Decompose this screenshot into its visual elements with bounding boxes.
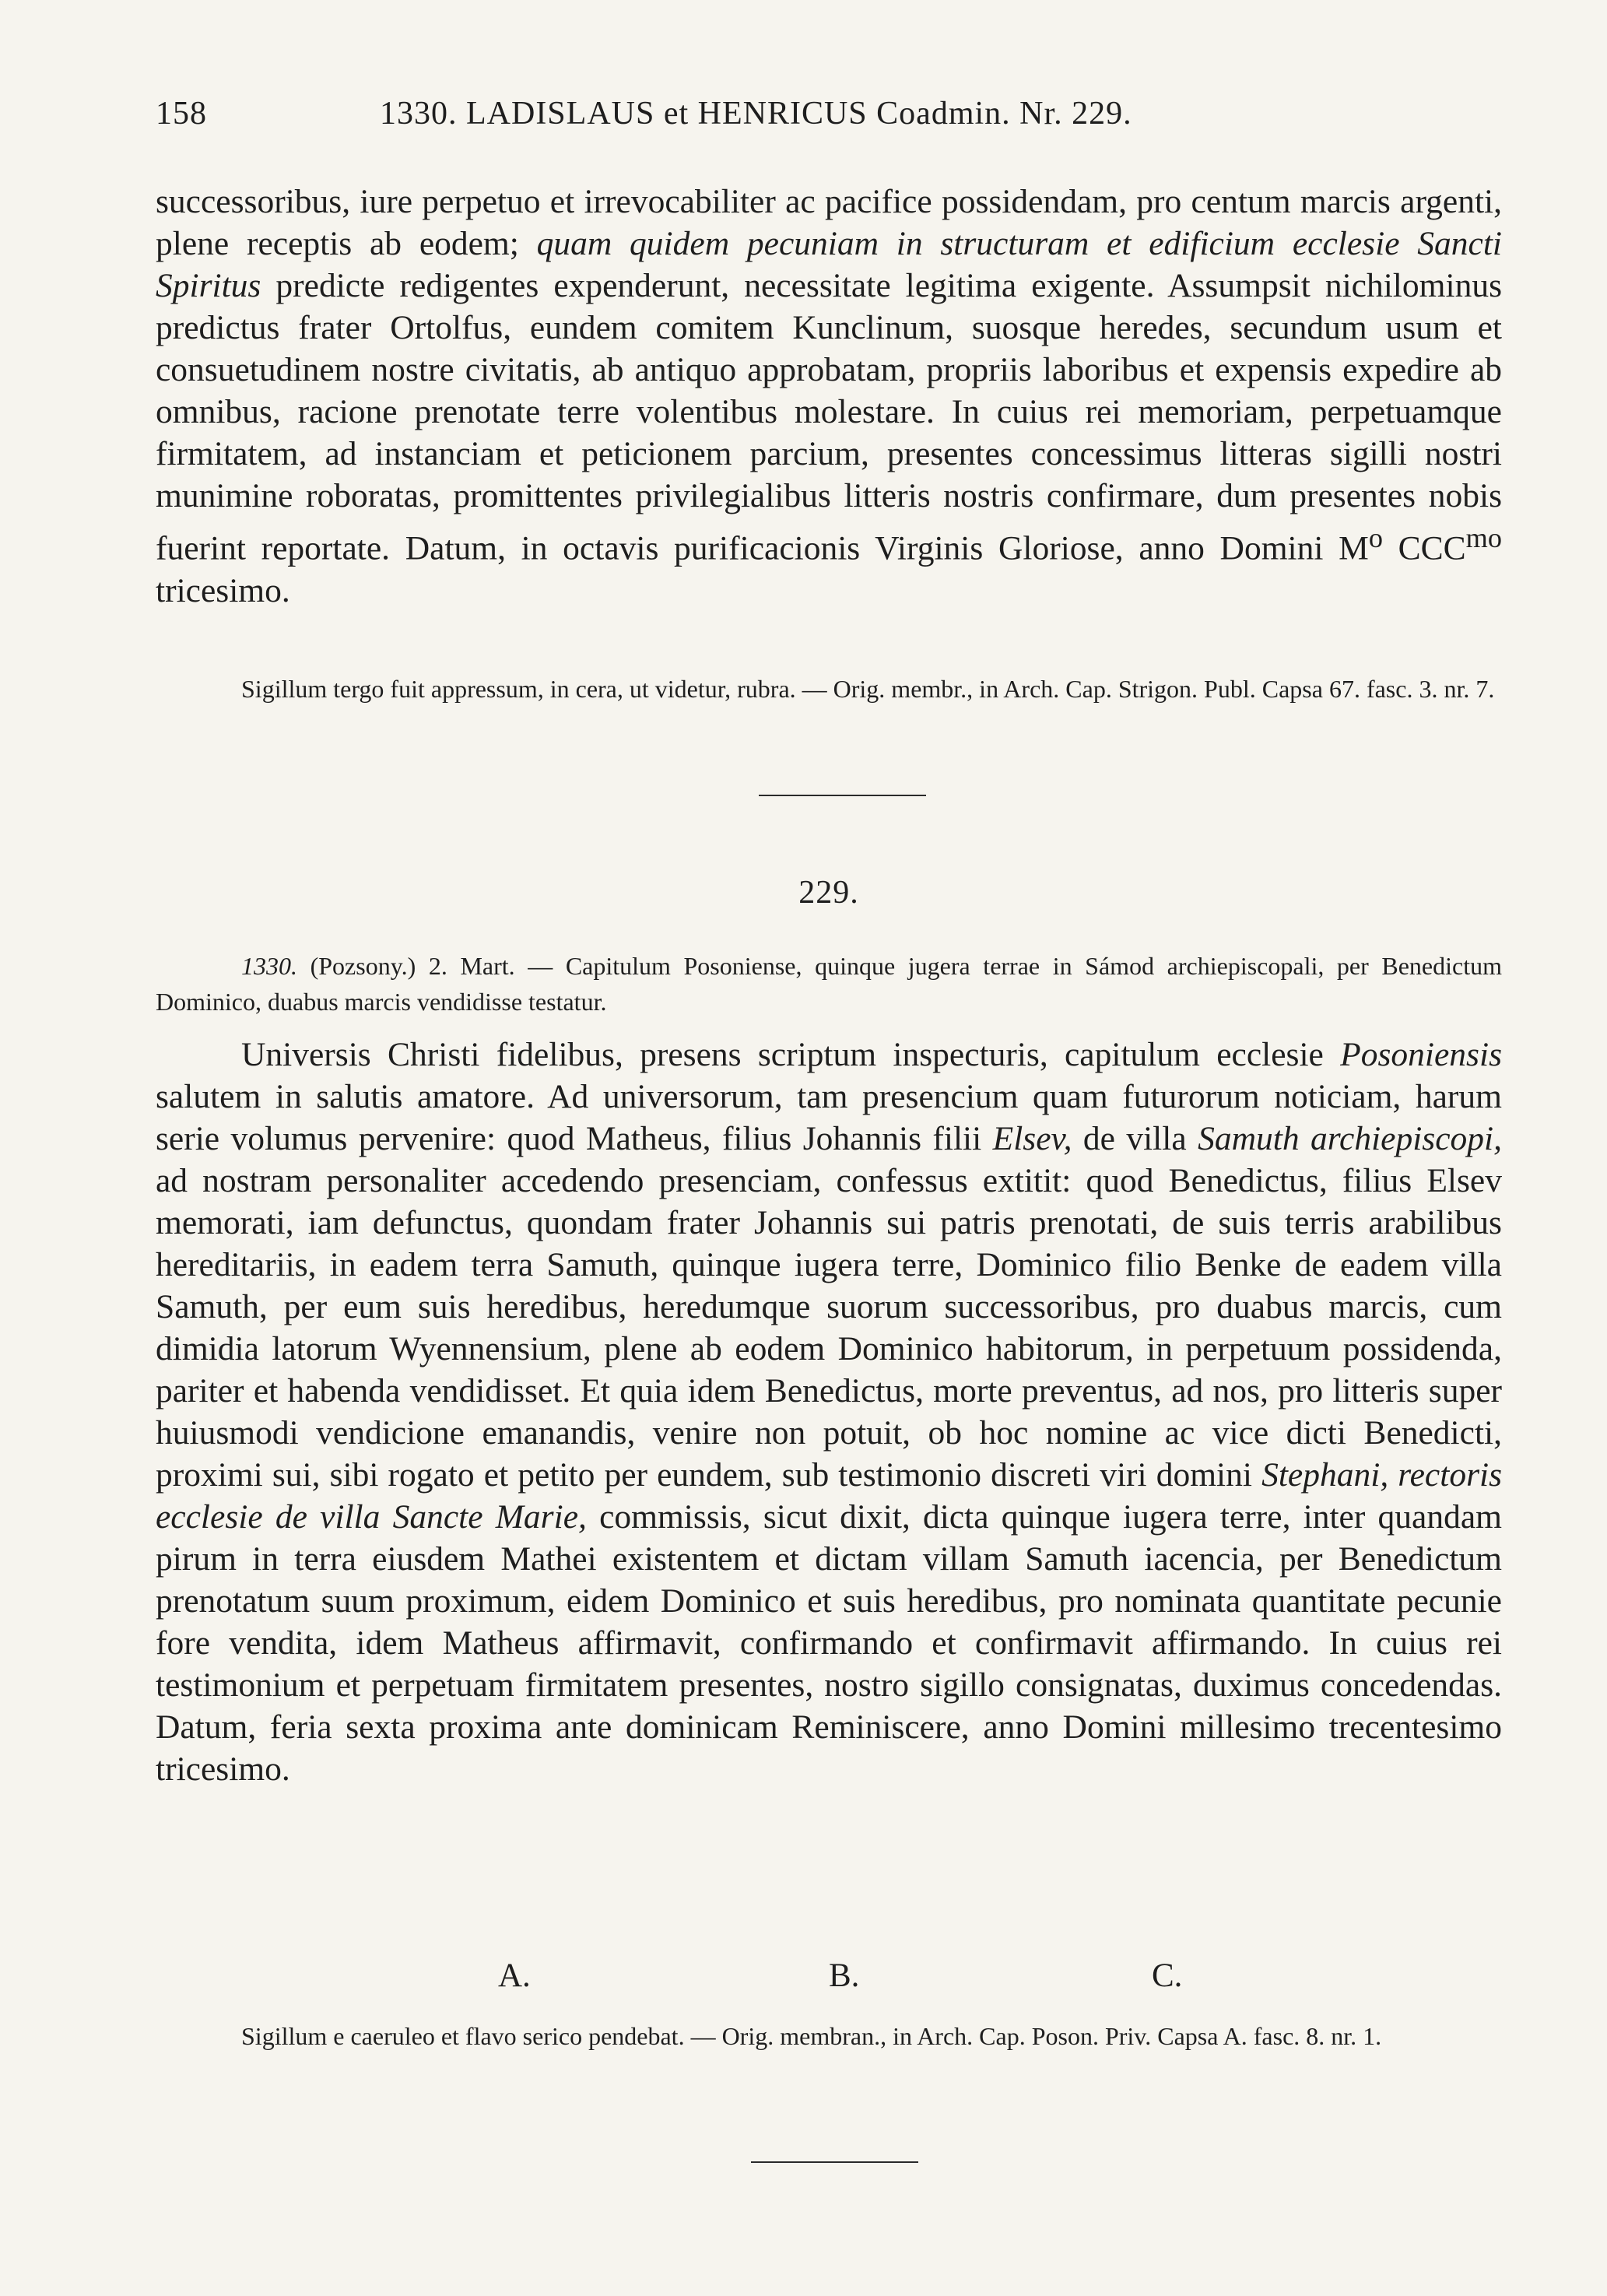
source-note-previous: Sigillum tergo fuit appressum, in cera, ut videtur, rubra. — Orig. membr., in Arch. Cap. Strigon. Publ. Capsa 67. fasc. 3. nr. 7. [241, 675, 1495, 703]
regest-summary: 1330. (Pozsony.) 2. Mart. — Capitulum Posoniense, quinque jugera terrae in Sámod archiepiscopali, per Benedictum Dominico, duabus marcis vendidisse testatur. [156, 952, 1502, 1016]
charter-body: Universis Christi fidelibus, presens scriptum inspecturis, capitulum ecclesie Posoniensis salutem in salutis amatore. Ad universorum, tam presencium quam futurorum noticiam, harum serie volumus pervenire: quod Matheus, filius Johannis filii Elsev, de villa Samuth archiepiscopi, ad nostram personaliter accedendo presenciam, confessus extitit: quod Benedictus, filius Elsev memorati, iam defunctus, quondam frater Johannis sui patris prenotati, de suis terris arabilibus hereditariis, in eadem terra Samuth, quinque iugera terre, Dominico filio Benke de eadem villa Samuth, per eum suis heredibus, heredumque suorum successoribus, pro duabus marcis, cum dimidia latorum Wyennensium, plene ab eodem Dominico habitorum, in perpetuum possidenda, pariter et habenda vendidisset. Et quia idem Benedictus, morte preventus, ad nos, pro litteris super huiusmodi vendicione emanandis, venire non potuit, ob hoc nomine ac vice dicti Benedicti, proximi sui, sibi rogato et petito per eundem, sub testimonio discreti viri domini Stephani, rectoris ecclesie de villa Sancte Marie, commissis, sicut dixit, dicta quinque iugera terre, inter quandam pirum in terra eiusdem Mathei existentem et dictam villam Samuth iacencia, per Benedictum prenotatum suum proximum, eidem Dominico et suis heredibus, pro nominata quantitate pecunie fore vendita, idem Matheus affirmavit, confirmando et confirmavit affirmando. In cuius rei testimonium et perpetuam firmitatem presentes, nostro sigillo consignatas, duximus concedendas. Datum, feria sexta proxima ante dominicam Reminiscere, anno Domini millesimo trecentesimo tricesimo. [156, 1036, 1503, 1788]
running-head [156, 95, 1502, 149]
regest-date: 1330. [241, 952, 297, 980]
running-title: 1330. LADISLAUS et HENRICUS Coadmin. Nr. 229. [380, 96, 1132, 132]
continued-charter-text: successoribus, iure perpetuo et irrevocabiliter ac pacifice possidendam, pro centum marcis argenti, plene receptis ab eodem; quam quidem pecuniam in structuram et edificium ecclesie Sancti Spiritus predicte redigentes expenderunt, necessitate legitima exigente. Assumpsit nichilominus predictus frater Ortolfus, eundem comitem Kunclinum, suosque heredes, secundum usum et consuetudinem nostre civitatis, ab antiquo approbatam, propriis laboribus et expensis expedire ab omnibus, racione prenotate terre volentibus molestare. In cuius rei memoriam, perpetuamque firmitatem, ad instanciam et peticionem parcium, presentes concessimus litteras sigilli nostri munimine roboratas, promittentes privilegialibus litteris nostris confirmare, dum presentes nobis fuerint reportate. Datum, in octavis purificacionis Virginis Gloriose, anno Domini $M^o$ $CCC^{mo}$ tricesimo. [156, 183, 1502, 609]
letter-b: B. [829, 1957, 860, 1994]
document-number: 229. [798, 875, 859, 911]
page-number: 158 [156, 96, 207, 132]
section-divider [759, 795, 926, 796]
letter-c: C. [1152, 1957, 1183, 1994]
italic-phrase: quam quidem pecuniam in structuram et edificium ecclesie Sancti Spiritus [156, 225, 1502, 304]
chirograph-letters [156, 1957, 1502, 2003]
end-divider [751, 2161, 918, 2163]
letter-a: A. [498, 1957, 531, 1994]
source-note-229: Sigillum e caeruleo et flavo serico pendebat. — Orig. membran., in Arch. Cap. Poson. Priv. Capsa A. fasc. 8. nr. 1. [241, 2022, 1382, 2050]
